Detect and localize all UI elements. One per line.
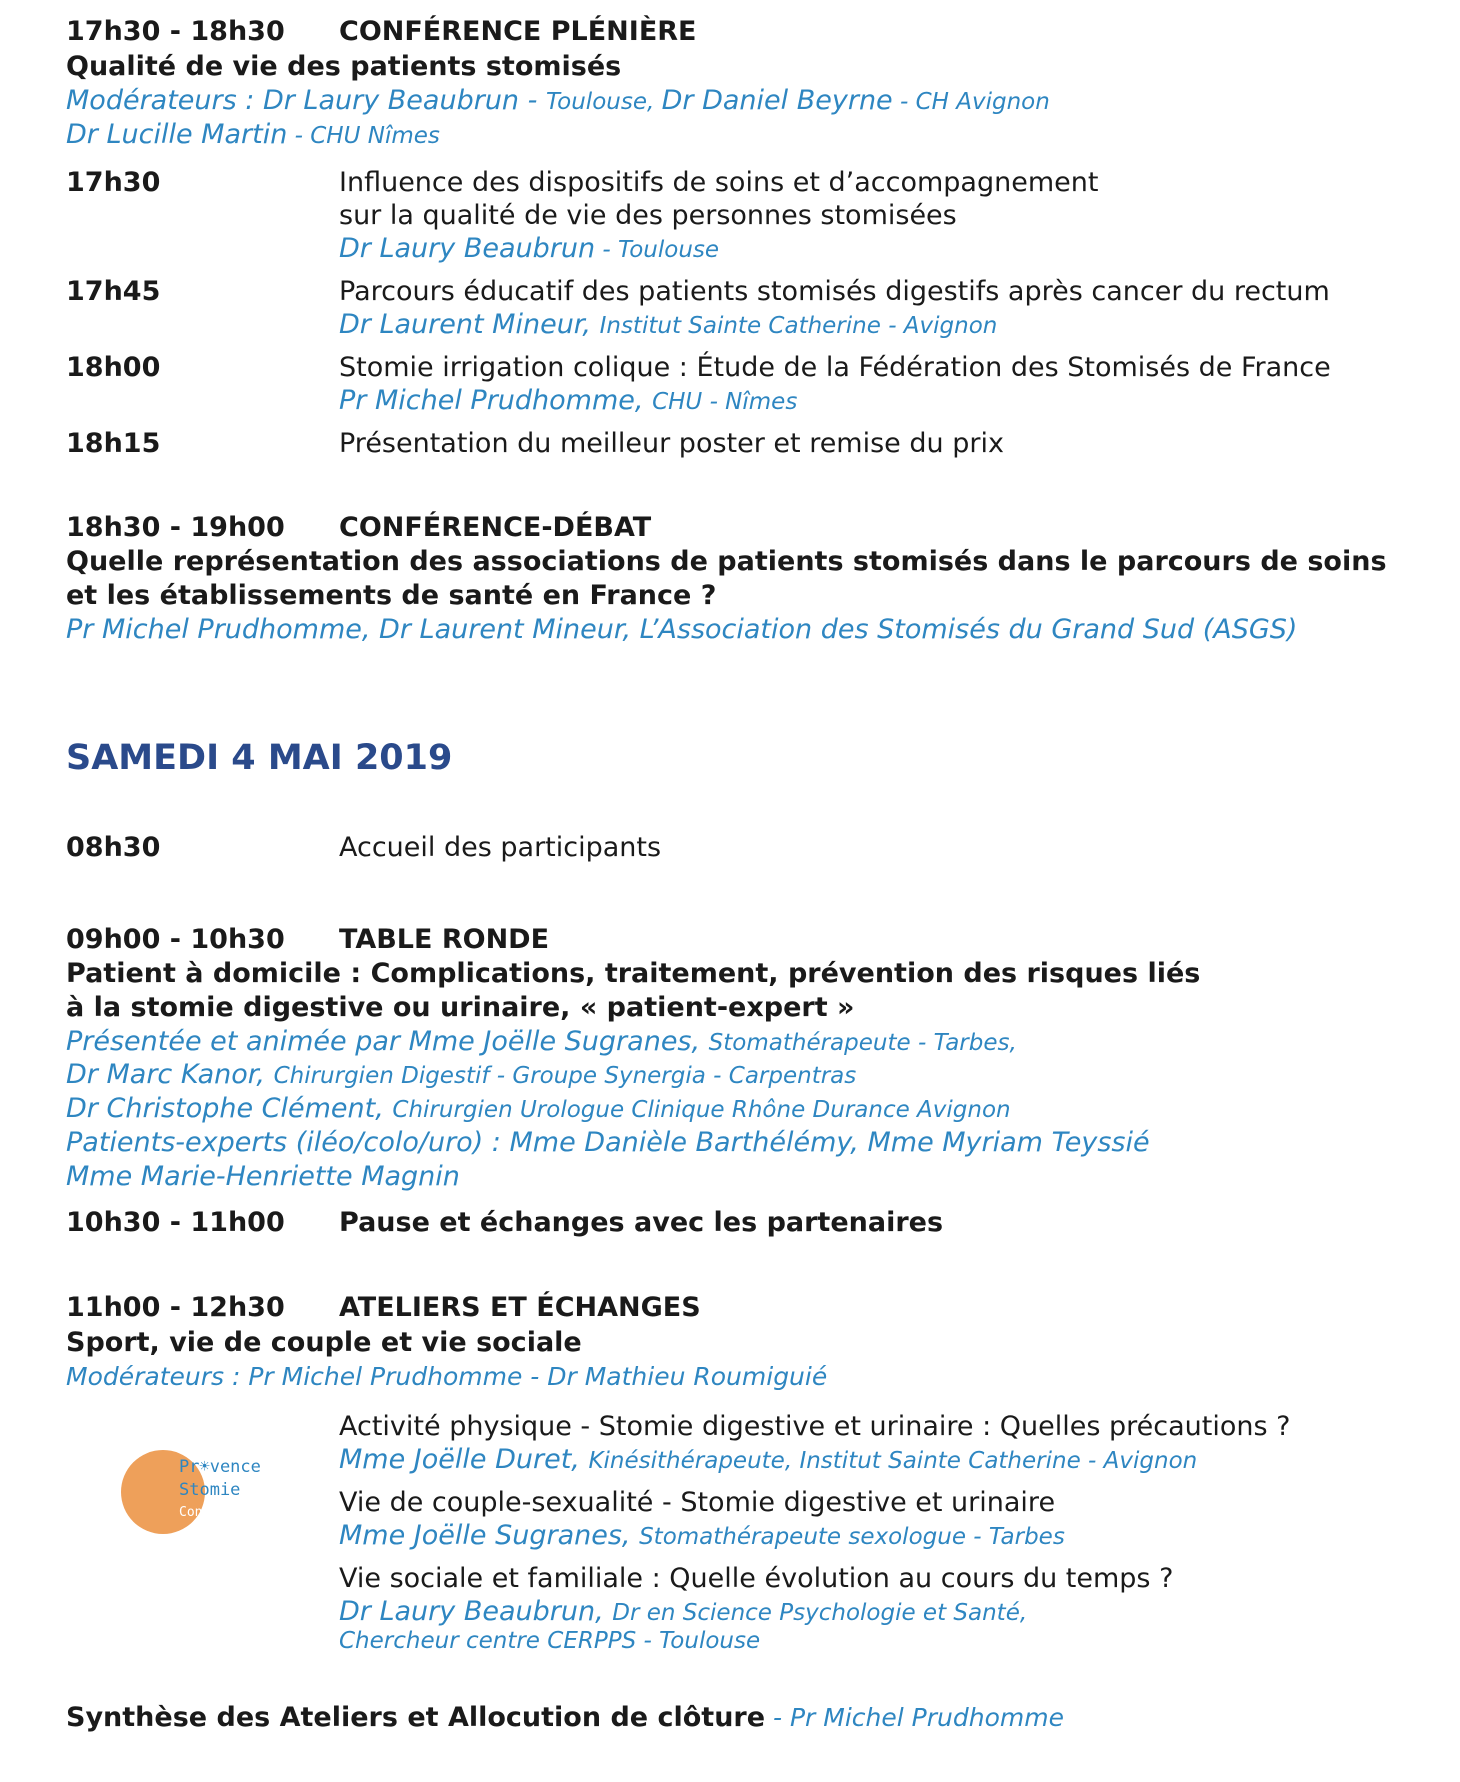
talk-title: Parcours éducatif des patients stomisés digestifs après cancer du rectum	[339, 276, 1330, 307]
talk-title: Présentation du meilleur poster et remise du prix	[339, 428, 1004, 459]
session-speakers: Dr Christophe Clément, Chirurgien Urologue Clinique Rhône Durance Avignon	[66, 1093, 1011, 1124]
workshop-title: Activité physique - Stomie digestive et urinaire : Quelles précautions ?	[339, 1411, 1291, 1442]
session-type: CONFÉRENCE PLÉNIÈRE	[339, 16, 697, 47]
session-title: Patient à domicile : Complications, traitement, prévention des risques liés	[66, 958, 1201, 989]
session-speakers: Mme Marie-Henriette Magnin	[66, 1161, 460, 1192]
talk-time: 18h00	[66, 352, 161, 383]
workshop-speaker: Mme Joëlle Duret, Kinésithérapeute, Institut Sainte Catherine - Avignon	[339, 1444, 1198, 1475]
talk-title-2: sur la qualité de vie des personnes stomisées	[339, 200, 957, 231]
session-type: ATELIERS ET ÉCHANGES	[339, 1292, 701, 1323]
day-heading: SAMEDI 4 MAI 2019	[66, 738, 453, 778]
session-title-2: à la stomie digestive ou urinaire, « patient-expert »	[66, 992, 855, 1023]
session-speakers: Pr Michel Prudhomme, Dr Laurent Mineur, L’Association des Stomisés du Grand Sud (ASGS)	[66, 614, 1298, 645]
session-speakers: Dr Marc Kanor, Chirurgien Digestif - Groupe Synergia - Carpentras	[66, 1059, 857, 1090]
talk-title: Stomie irrigation colique : Étude de la Fédération des Stomisés de France	[339, 352, 1331, 383]
session-time: 09h00 - 10h30	[66, 924, 285, 955]
talk-time: 17h45	[66, 276, 161, 307]
talk-time: 18h15	[66, 428, 161, 459]
session-moderators-2: Dr Lucille Martin - CHU Nîmes	[66, 119, 440, 150]
session-title: Accueil des participants	[339, 832, 662, 863]
workshop-title: Vie sociale et familiale : Quelle évolution au cours du temps ?	[339, 1563, 1174, 1594]
session-title: Pause et échanges avec les partenaires	[339, 1207, 944, 1238]
talk-time: 17h30	[66, 167, 161, 198]
session-time: 08h30	[66, 832, 161, 863]
session-type: CONFÉRENCE-DÉBAT	[339, 512, 652, 543]
logo-line-3: Contact	[179, 1505, 234, 1520]
session-time: 10h30 - 11h00	[66, 1207, 285, 1238]
closing-title: Synthèse des Ateliers et Allocution de clôture	[66, 1702, 766, 1733]
talk-title: Influence des dispositifs de soins et d’accompagnement	[339, 167, 1099, 198]
session-time: 11h00 - 12h30	[66, 1292, 285, 1323]
closing-line	[66, 1702, 1064, 1733]
session-title-2: et les établissements de santé en France ?	[66, 580, 717, 611]
session-speakers: Patients-experts (iléo/colo/uro) : Mme Danièle Barthélémy, Mme Myriam Teyssié	[66, 1127, 1150, 1158]
talk-speaker: Dr Laury Beaubrun - Toulouse	[339, 233, 720, 264]
closing-speaker: - Pr Michel Prudhomme	[765, 1703, 1064, 1732]
session-speakers: Présentée et animée par Mme Joëlle Sugranes, Stomathérapeute - Tarbes,	[66, 1026, 1017, 1057]
workshop-title: Vie de couple-sexualité - Stomie digestive et urinaire	[339, 1487, 1056, 1518]
workshop-speaker: Dr Laury Beaubrun, Dr en Science Psychologie et Santé,	[339, 1596, 1028, 1627]
session-type: TABLE RONDE	[339, 924, 550, 955]
session-time: 18h30 - 19h00	[66, 512, 285, 543]
session-title: Qualité de vie des patients stomisés	[66, 51, 622, 82]
session-title: Sport, vie de couple et vie sociale	[66, 1327, 582, 1358]
session-time: 17h30 - 18h30	[66, 16, 285, 47]
talk-speaker: Pr Michel Prudhomme, CHU - Nîmes	[339, 385, 798, 416]
workshop-speaker: Mme Joëlle Sugranes, Stomathérapeute sexologue - Tarbes	[339, 1520, 1065, 1551]
logo-line-1: Pr☀vence	[179, 1457, 261, 1477]
logo-line-2: Stomie	[179, 1480, 241, 1500]
talk-speaker: Dr Laurent Mineur, Institut Sainte Catherine - Avignon	[339, 309, 998, 340]
session-moderators: Modérateurs : Dr Laury Beaubrun - Toulouse, Dr Daniel Beyrne - CH Avignon	[66, 85, 1050, 116]
session-moderators: Modérateurs : Pr Michel Prudhomme - Dr Mathieu Roumiguié	[66, 1362, 828, 1391]
workshop-speaker-affiliation: Chercheur centre CERPPS - Toulouse	[339, 1628, 761, 1654]
session-title: Quelle représentation des associations de patients stomisés dans le parcours de soins	[66, 546, 1387, 577]
